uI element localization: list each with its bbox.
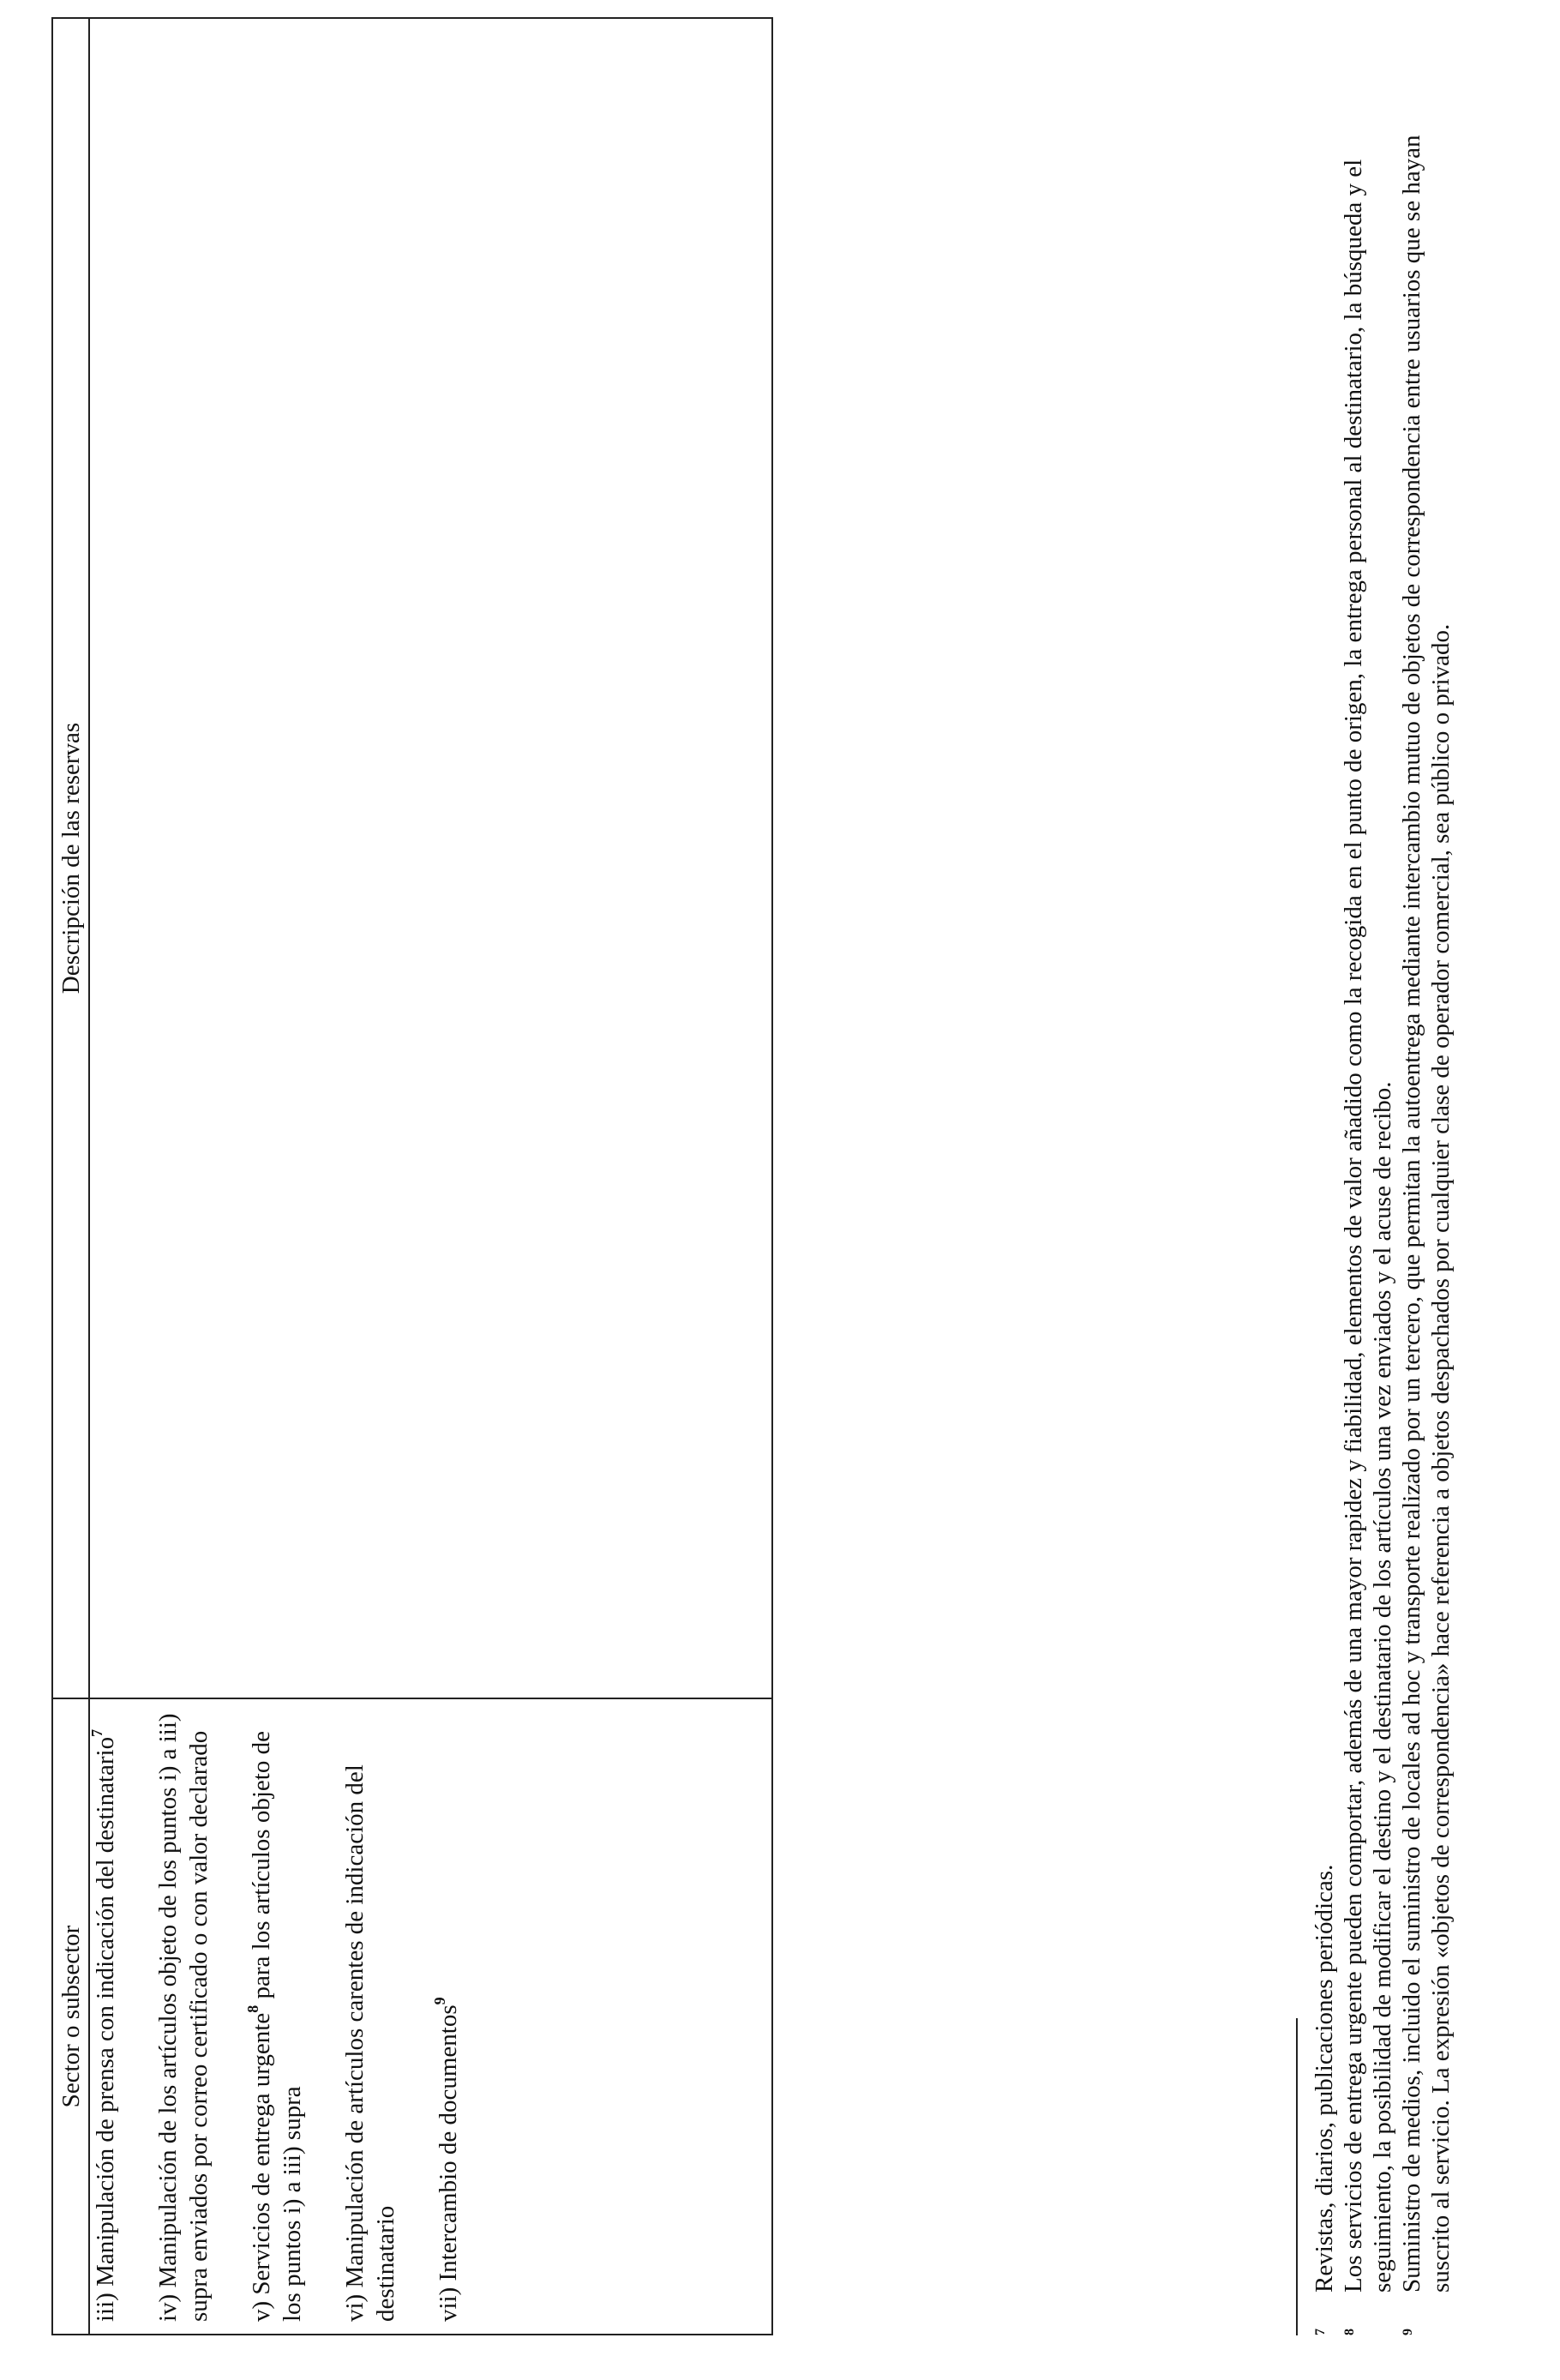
footnote-number: 9	[1401, 2329, 1415, 2335]
sector-entry-text: vi) Manipulación de artículos carentes de indicación del destinatario	[341, 1764, 399, 2322]
header-sector: Sector o subsector	[57, 1925, 85, 2108]
header-description: Descripción de las reservas	[57, 722, 85, 995]
footnote-text: Suministro de medios, incluido el suministro de locales ad hoc y transporte realizado por un tercero, que permitan la autoentrega mediante intercambio mutuo de objetos de correspondencia entre usuarios que se hayan suscrito al servicio. La expresión «objetos de correspondencia» hace referencia a objetos despachados por cualquier clase de operador comercial, sea público o privado.	[1398, 135, 1455, 2293]
sector-entry-text: vii) Intercambio de documentos	[435, 2004, 462, 2322]
sector-entry	[433, 1706, 464, 2322]
footnote	[1397, 55, 1455, 2335]
sector-entry	[246, 1706, 308, 2322]
footnote-number: 8	[1342, 2329, 1357, 2335]
footnote-number: 7	[1313, 2329, 1328, 2335]
footnotes	[1310, 55, 1455, 2335]
sector-entry-text: v) Servicios de entrega urgente	[248, 2012, 275, 2322]
column-divider	[53, 1698, 771, 1699]
footnote	[1339, 55, 1397, 2335]
sector-entry	[90, 1706, 121, 2322]
footnote	[1310, 55, 1339, 2335]
footnote-text: Revistas, diarios, publicaciones periódicas.	[1311, 1864, 1338, 2293]
footnote-text: Los servicios de entrega urgente pueden comportar, además de una mayor rapidez y fiabilidad, elementos de valor añadido como la recogida en el punto de origen, la entrega personal al destinatario, la búsqueda y el seguimiento, la posibilidad de modificar el destino y el destinatario de los artículos una vez enviados y el acuse de recibo.	[1340, 159, 1396, 2293]
footnote-ref: 7	[88, 1728, 106, 1737]
reservations-table	[51, 17, 773, 2335]
footnote-separator	[1296, 2018, 1298, 2335]
sector-entry	[153, 1706, 214, 2322]
sector-entry-text: iv) Manipulación de los artículos objeto de los puntos i) a iii) supra enviados por correo certificado o con valor declarado	[154, 1713, 213, 2322]
sector-entry-text: iii) Manipulación de prensa con indicación del destinatario	[92, 1736, 119, 2322]
footnote-ref: 8	[244, 2004, 262, 2013]
sector-cell	[90, 1706, 495, 2322]
footnote-ref: 9	[431, 1997, 449, 2005]
sector-entry-text-tail: para los artículos objeto de los puntos i) a iii) supra	[248, 1731, 306, 2322]
sector-entry	[339, 1706, 401, 2322]
